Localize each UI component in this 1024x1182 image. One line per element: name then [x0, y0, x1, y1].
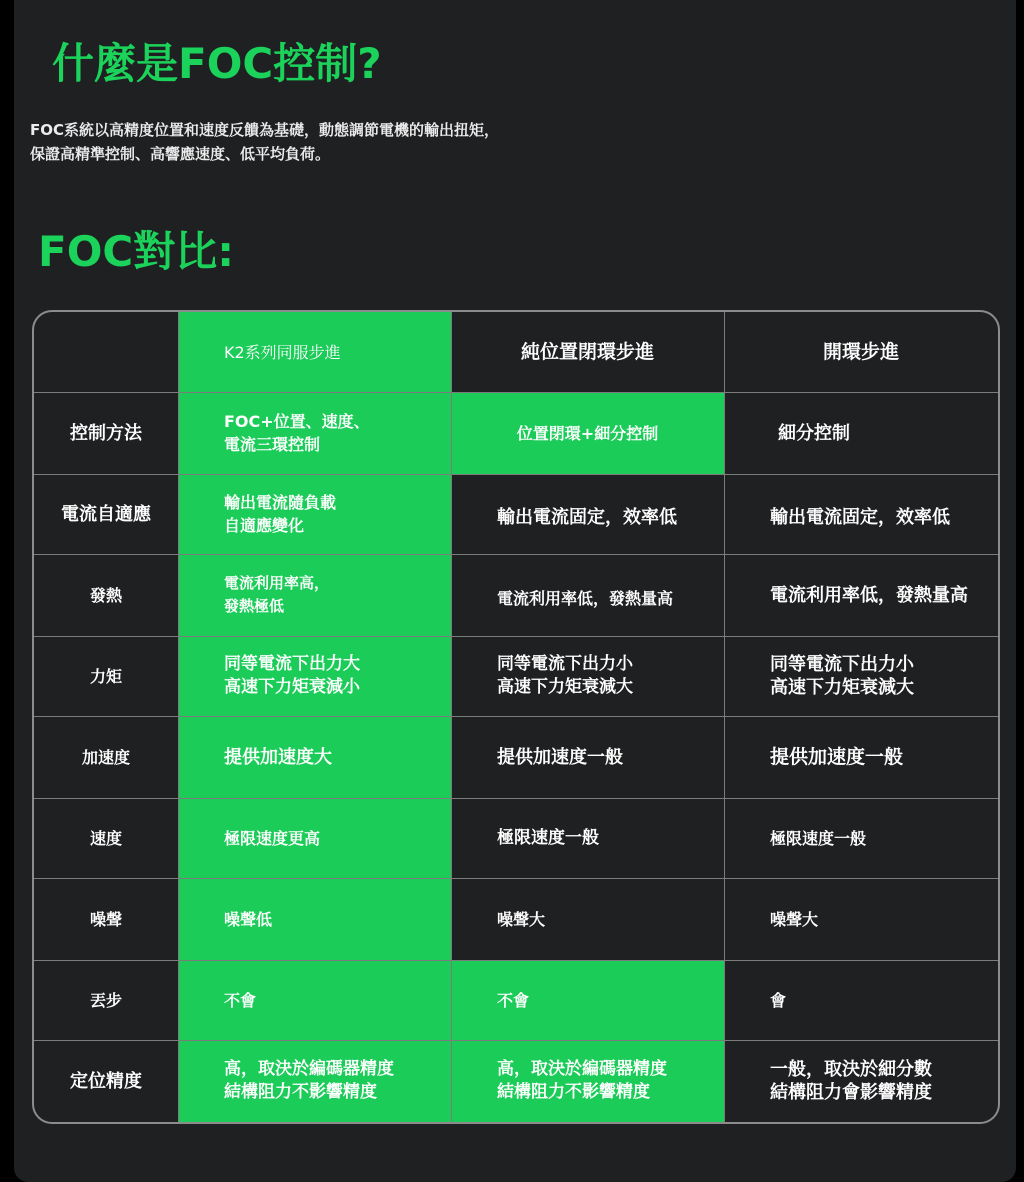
column-divider: [451, 312, 452, 1122]
cell-closed-loop-heat: [451, 554, 724, 636]
cell-line: 不會: [497, 990, 530, 1010]
cell-line: 細分控制: [778, 422, 850, 444]
cell-open-loop-current-adaptive: [724, 474, 998, 554]
cell-open-loop-noise: [724, 878, 998, 960]
cell-line: 提供加速度大: [224, 746, 332, 768]
description-line-1: FOC系統以高精度位置和速度反饋為基礎，動態調節電機的輸出扭矩，: [30, 121, 500, 139]
cell-closed-loop-positioning-accuracy: [451, 1040, 724, 1122]
row-label-step-loss: 丟步: [89, 990, 122, 1010]
cell-open-loop-step-loss: [724, 960, 998, 1040]
cell-k2-positioning-accuracy: [178, 1040, 451, 1122]
cell-line: 輸出電流隨負載: [224, 493, 337, 512]
cell-line: 結構阻力不影響精度: [224, 1082, 377, 1102]
cell-open-loop-acceleration: [724, 716, 998, 798]
cell-closed-loop-noise: [451, 878, 724, 960]
cell-line: 不會: [224, 990, 257, 1010]
cell-k2-torque: [178, 636, 451, 716]
header-k2-series: [178, 312, 451, 392]
row-label-control-method: 控制方法: [70, 422, 142, 444]
cell-k2-noise: [178, 878, 451, 960]
cell-k2-current-adaptive: [178, 474, 451, 554]
header-open-loop: [724, 312, 998, 392]
cell-line: 電流利用率低，發熱量高: [770, 584, 968, 606]
row-label-noise: 噪聲: [89, 909, 122, 929]
cell-open-loop-heat: [724, 554, 998, 636]
cell-closed-loop-current-adaptive: [451, 474, 724, 554]
row-divider: [34, 474, 998, 475]
description: [30, 118, 499, 166]
cell-line: 電流利用率高，: [224, 574, 330, 592]
row-label-current-adaptive: 電流自適應: [61, 503, 151, 525]
row-label-torque: 力矩: [89, 666, 122, 686]
row-label-acceleration: 加速度: [81, 747, 130, 767]
cell-line: 位置閉環+細分控制: [516, 423, 659, 443]
cell-line: 同等電流下出力小: [770, 654, 914, 675]
cell-k2-acceleration: [178, 716, 451, 798]
row-label-speed: 速度: [89, 828, 122, 848]
cell-open-loop-control-method: [724, 392, 998, 474]
cell-line: 同等電流下出力大: [224, 654, 360, 674]
cell-line: 噪聲低: [224, 909, 273, 929]
row-divider: [34, 392, 998, 393]
cell-closed-loop-speed: [451, 798, 724, 878]
cell-line: 高速下力矩衰減小: [224, 677, 360, 697]
cell-closed-loop-acceleration: [451, 716, 724, 798]
row-divider: [34, 554, 998, 555]
row-divider: [34, 878, 998, 879]
header-open-loop-label: 開環步進: [822, 340, 899, 363]
cell-line: 極限速度更高: [224, 828, 321, 848]
header-position-closed-loop: [451, 312, 724, 392]
row-divider: [34, 960, 998, 961]
cell-line: 高，取決於編碼器精度: [224, 1059, 394, 1079]
cell-line: 高速下力矩衰減大: [497, 677, 633, 697]
cell-line: 電流三環控制: [224, 435, 321, 454]
cell-line: FOC+位置、速度、: [224, 412, 370, 431]
cell-line: 電流利用率低，發熱量高: [497, 588, 674, 608]
cell-k2-speed: [178, 798, 451, 878]
cell-closed-loop-control-method: [451, 392, 724, 474]
cell-line: 噪聲大: [497, 909, 546, 929]
cell-line: 發熱極低: [224, 597, 285, 615]
cell-line: 提供加速度一般: [497, 746, 623, 768]
cell-k2-control-method: [178, 392, 451, 474]
comparison-title: FOC對比:: [38, 227, 235, 276]
row-divider: [34, 636, 998, 637]
cell-line: 一般，取決於細分數: [770, 1059, 932, 1080]
cell-line: 結構阻力會影響精度: [770, 1082, 932, 1103]
comparison-table: [32, 310, 1000, 1124]
cell-open-loop-torque: [724, 636, 998, 716]
cell-line: 同等電流下出力小: [497, 654, 633, 674]
cell-line: 結構阻力不影響精度: [497, 1082, 650, 1102]
cell-closed-loop-torque: [451, 636, 724, 716]
header-closed-loop-label: 純位置閉環步進: [520, 340, 654, 363]
description-line-2: 保證高精準控制、高響應速度、低平均負荷。: [30, 145, 331, 163]
cell-k2-heat: [178, 554, 451, 636]
cell-line: 輸出電流固定，效率低: [770, 506, 950, 528]
cell-line: 高，取決於編碼器精度: [497, 1059, 667, 1079]
cell-k2-step-loss: [178, 960, 451, 1040]
row-label-positioning-accuracy: 定位精度: [70, 1070, 142, 1092]
cell-line: 自適應變化: [224, 516, 305, 535]
row-divider: [34, 1040, 998, 1041]
cell-closed-loop-step-loss: [451, 960, 724, 1040]
cell-line: 噪聲大: [770, 909, 819, 929]
column-divider: [178, 312, 179, 1122]
header-corner-cell: [34, 312, 178, 392]
row-label-heat: 發熱: [89, 585, 122, 605]
cell-line: 會: [770, 990, 787, 1010]
cell-line: 極限速度一般: [770, 828, 867, 848]
row-divider: [34, 716, 998, 717]
cell-line: 極限速度一般: [497, 827, 599, 848]
cell-line: 輸出電流固定，效率低: [497, 506, 677, 528]
cell-open-loop-speed: [724, 798, 998, 878]
cell-line: 提供加速度一般: [770, 745, 904, 768]
header-k2-label: K2系列同服步進: [224, 342, 341, 362]
column-divider: [724, 312, 725, 1122]
cell-line: 高速下力矩衰減大: [770, 677, 914, 698]
cell-open-loop-positioning-accuracy: [724, 1040, 998, 1122]
page-title: 什麼是FOC控制?: [52, 39, 382, 88]
row-divider: [34, 798, 998, 799]
